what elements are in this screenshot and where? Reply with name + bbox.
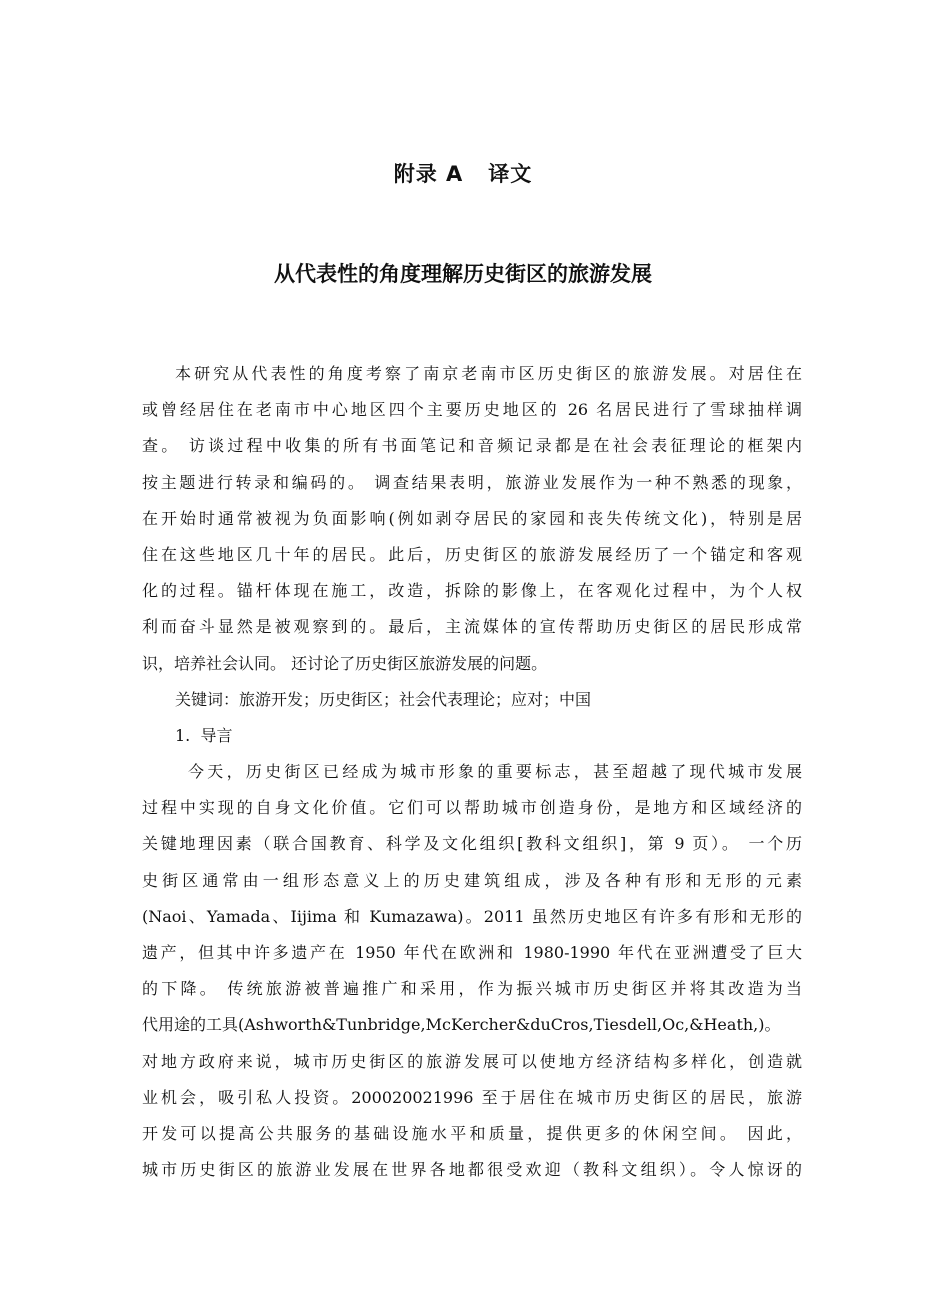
appendix-title: 附录 A 译文 <box>393 162 533 186</box>
body-text <box>142 356 802 1188</box>
abstract-line: 在开始时通常被视为负面影响(例如剥夺居民的家园和丧失传统文化)，特别是居 <box>142 508 802 528</box>
paragraph-line: 过程中实现的自身文化价值。它们可以帮助城市创造身份，是地方和区域经济的 <box>142 798 802 818</box>
paragraph-line: 的下降。 传统旅游被普遍推广和采用，作为振兴城市历史街区并将其改造为当 <box>142 979 802 999</box>
abstract-line: 本研究从代表性的角度考察了南京老南市区历史街区的旅游发展。对居住在 <box>175 364 802 383</box>
abstract-line: 利而奋斗显然是被观察到的。最后，主流媒体的宣传帮助历史街区的居民形成常 <box>142 617 802 637</box>
section-heading: 1. 导言 <box>175 725 233 745</box>
paragraph-line: 史街区通常由一组形态意义上的历史建筑组成，涉及各种有形和无形的元素 <box>142 870 802 890</box>
paper-title: 从代表性的角度理解历史街区的旅游发展 <box>274 262 652 286</box>
keywords-line: 关键词：旅游开发；历史街区；社会代表理论；应对；中国 <box>175 689 592 709</box>
paragraph-line: 今天，历史街区已经成为城市形象的重要标志，甚至超越了现代城市发展 <box>188 762 802 782</box>
paragraph-line: 城市历史街区的旅游业发展在世界各地都很受欢迎（教科文组织）。令人惊讶的 <box>142 1160 802 1180</box>
abstract-line: 住在这些地区几十年的居民。此后，历史街区的旅游发展经历了一个锚定和客观 <box>142 544 802 564</box>
paragraph-line: 业机会，吸引私人投资。200020021996 至于居住在城市历史街区的居民，旅游 <box>142 1087 802 1107</box>
paragraph-line: (Naoi、Yamada、Iijima 和 Kumazawa)。2011 虽然历史地区有许多有形和无形的 <box>142 906 802 926</box>
paragraph-line: 遗产，但其中许多遗产在 1950 年代在欧洲和 1980-1990 年代在亚洲遭受了巨大 <box>142 943 802 962</box>
abstract-line: 查。 访谈过程中收集的所有书面笔记和音频记录都是在社会表征理论的框架内 <box>142 436 802 456</box>
paragraph-line: 关键地理因素（联合国教育、科学及文化组织[教科文组织]，第 9 页）。 一个历 <box>142 834 802 854</box>
abstract-line: 按主题进行转录和编码的。 调查结果表明，旅游业发展作为一种不熟悉的现象， <box>142 472 802 492</box>
paragraph-line: 对地方政府来说，城市历史街区的旅游发展可以使地方经济结构多样化，创造就 <box>142 1051 802 1071</box>
abstract-line: 化的过程。锚杆体现在施工，改造，拆除的影像上，在客观化过程中，为个人权 <box>142 581 802 601</box>
abstract-line: 或曾经居住在老南市中心地区四个主要历史地区的 26 名居民进行了雪球抽样调 <box>142 400 802 420</box>
abstract-line: 识，培养社会认同。 还讨论了历史街区旅游发展的问题。 <box>142 653 548 673</box>
paragraph-line: 代用途的工具(Ashworth&Tunbridge,McKercher&duCros,Tiesdell,Oc,&Heath,)。 <box>142 1015 781 1035</box>
paragraph-line: 开发可以提高公共服务的基础设施水平和质量，提供更多的休闲空间。 因此， <box>142 1123 802 1143</box>
